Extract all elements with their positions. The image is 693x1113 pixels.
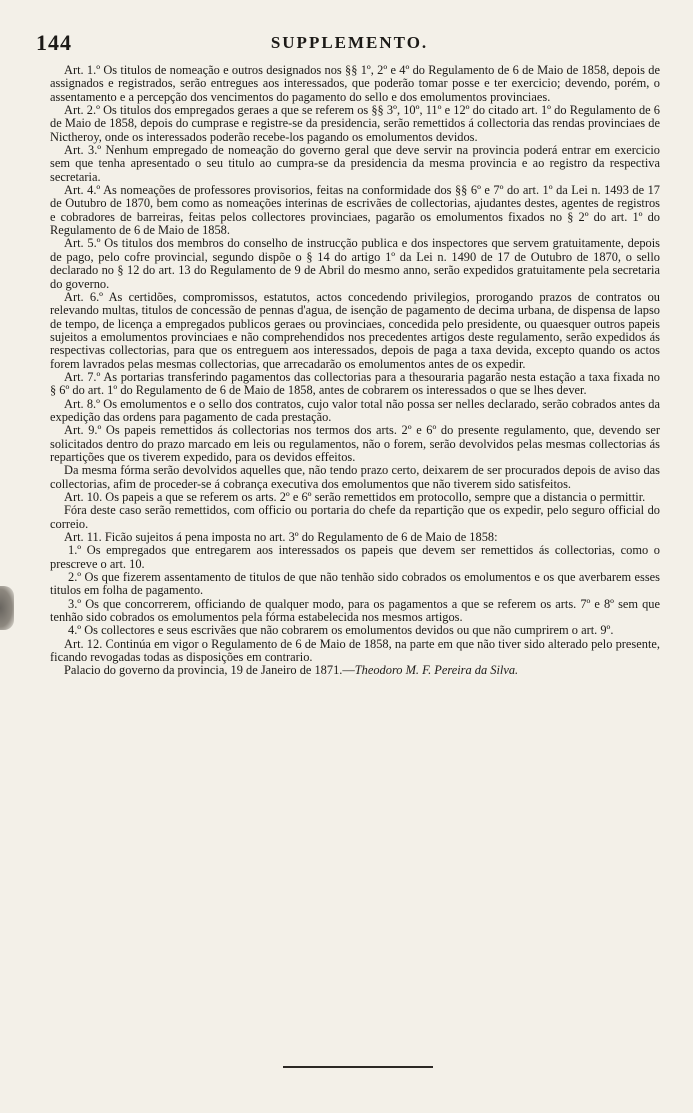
signature-place-date: Palacio do governo da provincia, 19 de Janeiro de 1871.— bbox=[64, 663, 355, 678]
article-2: Art. 2.º Os titulos dos empregados geraes a que se referem os §§ 3º, 10º, 11º e 12º do citado art. 1º do Regulamento de 6 de Maio de 1858, depois do cumprase e registre-se da presidencia, serão remettidos á collectoria das rendas provinciaes de Nictheroy, onde os interessados poderão recebe-los pagando os emolumentos devidos. bbox=[50, 103, 660, 144]
article-3: Art. 3.º Nenhum empregado de nomeação do governo geral que deve servir na provincia poderá entrar em exercicio sem que tenha apresentado o seu titulo ao cumpra-se da presidencia da mesma provincia e ao registro da respectiva secretaria. bbox=[50, 143, 660, 184]
page-smudge bbox=[0, 586, 14, 630]
penalty-item-1: 1.º Os empregados que entregarem aos interessados os papeis que devem ser remettidos ás collectorias, como o prescreve o art. 10. bbox=[50, 543, 660, 571]
article-9-paragraph: Da mesma fórma serão devolvidos aquelles que, não tendo prazo certo, deixarem de ser procurados depois de aviso das collectorias, afim de proceder-se á cobrança executiva dos emolumentos que não tiverem sido satisfeitos. bbox=[50, 463, 660, 491]
signature-line bbox=[50, 664, 660, 677]
running-title: SUPPLEMENTO. bbox=[270, 33, 429, 52]
closing-rule bbox=[283, 1066, 433, 1068]
article-6: Art. 6.º As certidões, compromissos, estatutos, actos concedendo privilegios, prorogando prazos de contratos ou relevando multas, titulos de concessão de pennas d'agua, de isenção de pagamento de decima urbana, de dispensa de lapso de tempo, de licença a empregados publicos geraes ou provinciaes, concedida pelo presidente, ou quaesquer outros papeis sujeitos a emolumentos provinciaes e não comprehendidos nos precedentes artigos deste regulamento, serão expedidos ás respectivas collectorias, para que os entreguem aos interessados, depois de paga a taxa devida, excepto quando os actos forem lavrados pelas mesmas collectorias, que arrecadarão os emolumentos antes de os expedir. bbox=[50, 289, 660, 371]
article-11: Art. 11. Ficão sujeitos á pena imposta no art. 3º do Regulamento de 6 de Maio de 1858: bbox=[64, 530, 498, 545]
article-8: Art. 8.º Os emolumentos e o sello dos contratos, cujo valor total não possa ser nelles declarado, serão cobrados antes da expedição das ordens para pagamento de cada prestação. bbox=[50, 396, 660, 424]
signer-name: Theodoro M. F. Pereira da Silva. bbox=[354, 663, 519, 678]
page-number: 144 bbox=[36, 30, 72, 55]
penalty-item-3: 3.º Os que concorrerem, officiando de qualquer modo, para os pagamentos a que se referem os arts. 7º e 8º sem que tenhão sido cobrados os emolumentos pela fórma estabelecida nos mesmos artigos. bbox=[50, 596, 660, 625]
article-10: Art. 10. Os papeis a que se referem os arts. 2º e 6º serão remettidos em protocollo, sempre que a distancia o permittir. bbox=[64, 490, 646, 504]
article-9: Art. 9.º Os papeis remettidos ás collectorias nos termos dos arts. 2º e 6º do presente regulamento, que, devendo ser solicitados dentro do prazo marcado em leis ou regulamentos, não o forem, serão devolvidos pelas mesmas collectorias ás repartições que os tiverem expedido, para os devidos effeitos. bbox=[50, 423, 660, 464]
penalty-item-4: 4.º Os collectores e seus escrivães que não cobrarem os emolumentos devidos ou que não cumprirem o art. 9º. bbox=[68, 623, 614, 638]
article-7: Art. 7.º As portarias transferindo pagamentos das collectorias para a thesouraria pagarão nesta estação a taxa fixada no § 6º do art. 1º do Regulamento de 6 de Maio de 1858, antes de cobrarem os interessados o que se lhes dever. bbox=[50, 369, 660, 398]
article-12: Art. 12. Continúa em vigor o Regulamento de 6 de Maio de 1858, na parte em que não tiver sido alterado pelo presente, ficando revogadas todas as disposições em contrario. bbox=[50, 636, 660, 665]
penalty-item-2: 2.º Os que fizerem assentamento de titulos de que não tenhão sido cobrados os emolumentos e os que averbarem esses titulos em folha de pagamento. bbox=[50, 570, 660, 598]
article-5: Art. 5.º Os titulos dos membros do conselho de instrucção publica e dos inspectores que servem gratuitamente, depois de pago, pelo cofre provincial, segundo dispõe o § 14 do artigo 1º da Lei n. 1490 de 17 de Outubro de 1870, o sello declarado no § 12 do art. 13 do Regulamento de 9 de Abril do mesmo anno, serão expedidos gratuitamente pela secretaria do governo. bbox=[50, 236, 660, 291]
article-1: Art. 1.º Os titulos de nomeação e outros designados nos §§ 1º, 2º e 4º do Regulamento de 6 de Maio de 1858, depois de assignados e registrados, serão entregues aos interessados, que poderão tomar posse e ter exercicio; devendo, porém, o assentamento e a percepção dos vencimentos do pagamento do sello e dos emolumentos provinciaes. bbox=[50, 63, 660, 104]
document-body bbox=[50, 64, 660, 678]
article-4: Art. 4.º As nomeações de professores provisorios, feitas na conformidade dos §§ 6º e 7º do art. 1º da Lei n. 1493 de 17 de Outubro de 1870, bem como as nomeações interinas de escrivães de collectorias, ajudantes destes, agentes de registros e cobradores de barreiras, feitas pelos collectores provinciaes, pagarão os emolumentos fixados no § 2º do art. 1º do Regulamento de 6 de Maio de 1858. bbox=[50, 183, 660, 238]
article-10-paragraph: Fóra deste caso serão remettidos, com officio ou portaria do chefe da repartição que os expedir, pelo seguro official do correio. bbox=[50, 503, 660, 531]
page-header bbox=[36, 30, 663, 56]
